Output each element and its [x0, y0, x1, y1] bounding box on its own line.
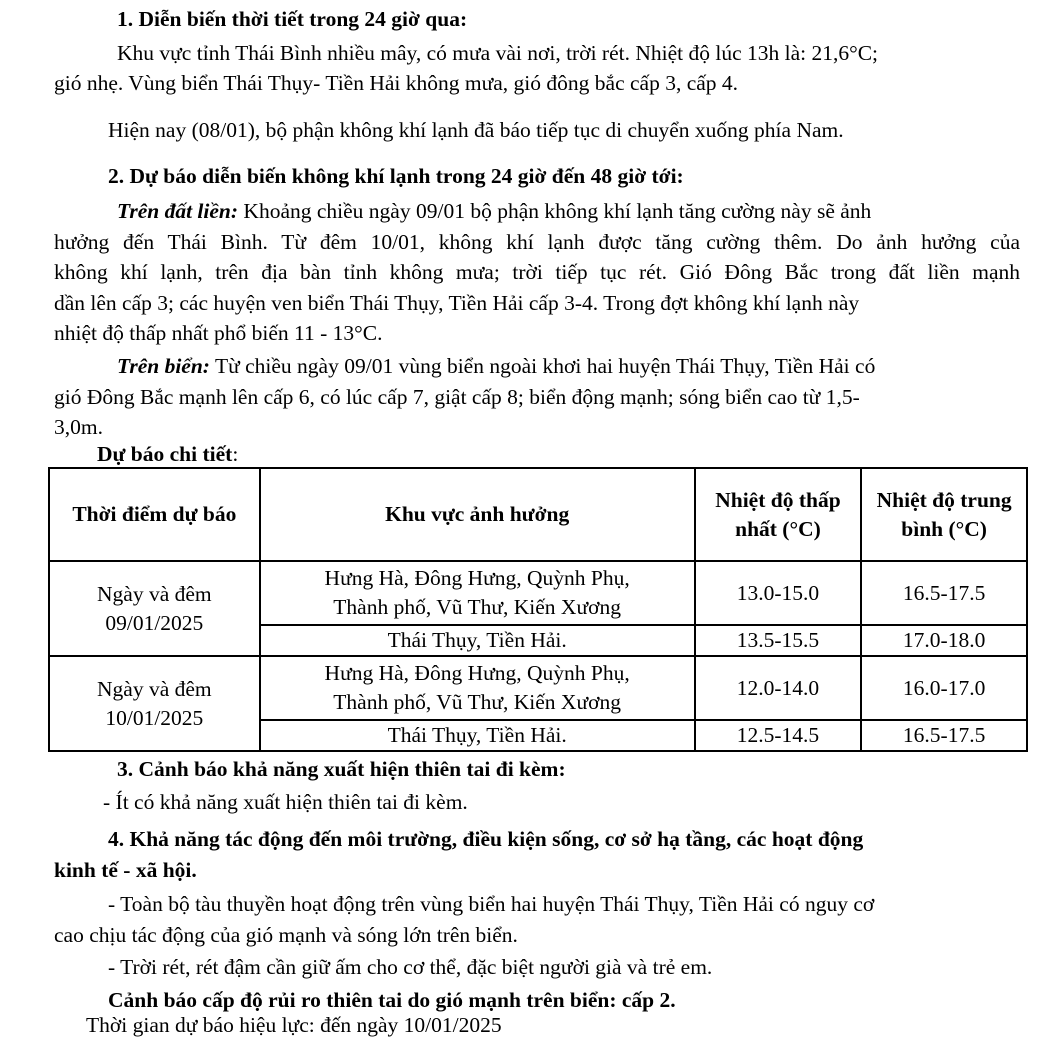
sea-forecast-line-1 [117, 353, 875, 379]
area-line-2: Thành phố, Vũ Thư, Kiến Xương [333, 690, 621, 714]
time-line-2: 10/01/2025 [105, 705, 204, 730]
sea-label: Trên biển: [117, 354, 210, 378]
avg-temp-cell: 17.0-18.0 [861, 625, 1027, 656]
section-3-heading: 3. Cảnh báo khả năng xuất hiện thiên tai đi kèm: [117, 757, 566, 781]
table-row [49, 656, 1027, 720]
detail-forecast-label [97, 441, 238, 467]
time-line-2: 09/01/2025 [105, 610, 204, 635]
sea-forecast-line-2: gió Đông Bắc mạnh lên cấp 6, có lúc cấp 7, giật cấp 8; biển động mạnh; sóng biển cao từ 1,5- [54, 385, 860, 409]
clipped-footer-line: Thời gian dự báo hiệu lực: đến ngày 10/01/2025 [86, 1013, 502, 1037]
land-forecast-line-4: dần lên cấp 3; các huyện ven biển Thái Thụy, Tiền Hải cấp 3-4. Trong đợt không khí lạnh này [54, 291, 860, 315]
area-line-2: Thành phố, Vũ Thư, Kiến Xương [333, 595, 621, 619]
forecast-table [48, 467, 1028, 752]
section-1-heading: 1. Diễn biến thời tiết trong 24 giờ qua: [117, 7, 468, 31]
table-row [49, 561, 1027, 625]
section-1-para-1-line-2: gió nhẹ. Vùng biển Thái Thụy- Tiền Hải không mưa, gió đông bắc cấp 3, cấp 4. [54, 71, 739, 95]
min-temp-cell: 12.0-14.0 [695, 656, 862, 720]
land-forecast-line-2: hưởng đến Thái Bình. Từ đêm 10/01, không khí lạnh được tăng cường thêm. Do ảnh hưởng của [54, 230, 1020, 254]
section-4-item-1-line-2: cao chịu tác động của gió mạnh và sóng lớn trên biển. [54, 923, 518, 947]
area-line-1: Hưng Hà, Đông Hưng, Quỳnh Phụ, [324, 566, 630, 590]
min-temp-cell: 12.5-14.5 [695, 720, 862, 751]
area-cell [260, 561, 695, 625]
time-line-1: Ngày và đêm [97, 581, 212, 606]
area-line-1: Hưng Hà, Đông Hưng, Quỳnh Phụ, [324, 661, 630, 685]
section-2-heading: 2. Dự báo diễn biến không khí lạnh trong 24 giờ đến 48 giờ tới: [108, 164, 684, 188]
section-4-item-1-line-1: - Toàn bộ tàu thuyền hoạt động trên vùng biển hai huyện Thái Thụy, Tiền Hải có nguy cơ [108, 892, 875, 916]
avg-temp-cell: 16.0-17.0 [861, 656, 1027, 720]
min-temp-cell: 13.5-15.5 [695, 625, 862, 656]
time-cell [49, 656, 260, 751]
area-cell: Thái Thụy, Tiền Hải. [260, 720, 695, 751]
land-forecast-line-1 [117, 198, 871, 224]
section-1-para-2: Hiện nay (08/01), bộ phận không khí lạnh đã báo tiếp tục di chuyển xuống phía Nam. [108, 118, 844, 142]
min-temp-cell: 13.0-15.0 [695, 561, 862, 625]
avg-temp-cell: 16.5-17.5 [861, 720, 1027, 751]
header-area: Khu vực ảnh hưởng [260, 468, 695, 561]
table-header-row [49, 468, 1027, 561]
risk-warning: Cảnh báo cấp độ rủi ro thiên tai do gió mạnh trên biển: cấp 2. [108, 988, 676, 1012]
header-avg-temp: Nhiệt độ trung bình (°C) [861, 468, 1027, 561]
header-min-temp: Nhiệt độ thấp nhất (°C) [695, 468, 862, 561]
land-forecast-line-5: nhiệt độ thấp nhất phổ biến 11 - 13°C. [54, 321, 383, 345]
section-3-item: - Ít có khả năng xuất hiện thiên tai đi kèm. [103, 790, 468, 814]
area-cell: Thái Thụy, Tiền Hải. [260, 625, 695, 656]
detail-label-colon: : [232, 442, 239, 466]
land-forecast-line-3: không khí lạnh, trên địa bàn tỉnh không mưa; trời tiếp tục rét. Gió Đông Bắc trong đất liền mạnh [54, 260, 1020, 284]
section-4-item-2: - Trời rét, rét đậm cần giữ ấm cho cơ thể, đặc biệt người già và trẻ em. [108, 955, 713, 979]
avg-temp-cell: 16.5-17.5 [861, 561, 1027, 625]
section-1-para-1-line-1: Khu vực tỉnh Thái Bình nhiều mây, có mưa vài nơi, trời rét. Nhiệt độ lúc 13h là: 21,6°C; [117, 41, 879, 65]
area-cell [260, 656, 695, 720]
section-4-heading-line-1: 4. Khả năng tác động đến môi trường, điều kiện sống, cơ sở hạ tầng, các hoạt động [108, 827, 864, 851]
time-line-1: Ngày và đêm [97, 676, 212, 701]
detail-label-text: Dự báo chi tiết [97, 442, 233, 466]
sea-text-1: Từ chiều ngày 09/01 vùng biển ngoài khơi hai huyện Thái Thụy, Tiền Hải có [209, 354, 876, 378]
sea-forecast-line-3: 3,0m. [54, 415, 103, 439]
section-4-heading-line-2: kinh tế - xã hội. [54, 858, 197, 882]
land-text-1: Khoảng chiều ngày 09/01 bộ phận không khí lạnh tăng cường này sẽ ảnh [238, 199, 872, 223]
time-cell [49, 561, 260, 656]
land-label: Trên đất liền: [117, 199, 239, 223]
header-time: Thời điểm dự báo [49, 468, 260, 561]
